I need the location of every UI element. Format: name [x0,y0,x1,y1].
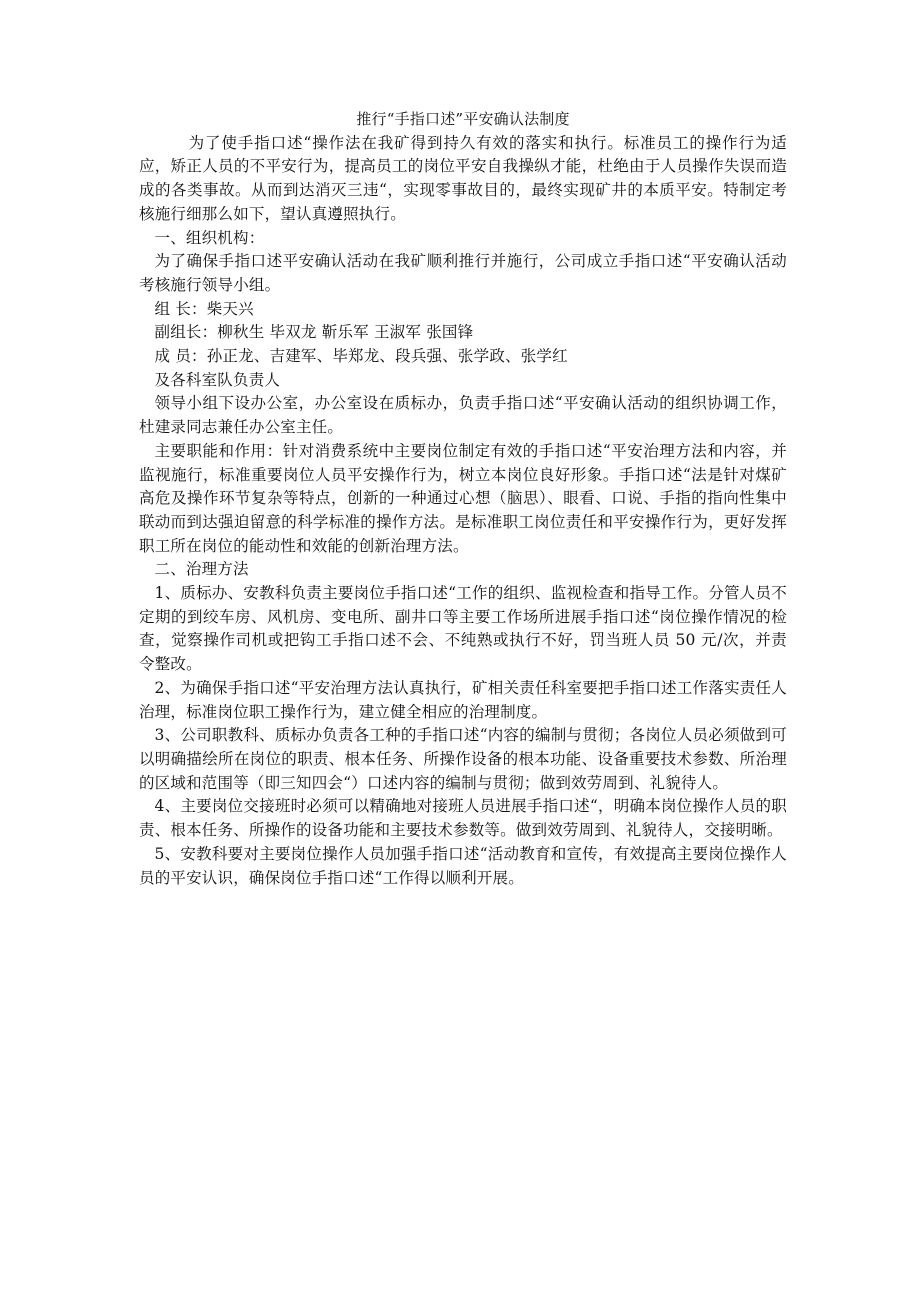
deputy-line: 副组长：柳秋生 毕双龙 靳乐军 王淑军 张国锋 [154,323,474,342]
members-extra-line: 及各科室队负责人 [154,370,281,389]
section-heading-organization: 一、组织机构： [154,228,265,247]
document-page [139,108,787,890]
method-item-1: 1、质标办、安教科负责主要岗位手指口述“工作的组织、监视检查和指导工作。分管人员不定期的到绞车房、风机房、变电所、副井口等主要工作场所进展手指口述“岗位操作情况的检查，觉察操作司机或把钩工手指口述不会、不纯熟或执行不好，罚当班人员 50 元/次，并责令整改。 [139,584,787,674]
document-title: 推行“手指口述”平安确认法制度 [356,110,570,128]
intro-paragraph: 为了使手指口述“操作法在我矿得到持久有效的落实和执行。标准员工的操作行为适应，矫正人员的不平安行为，提高员工的岗位平安自我操纵才能，杜绝由于人员操作失误而造成的各类事故。从而到达消灭三违“，实现零事故目的，最终实现矿井的本质平安。特制定考核施行细那么如下，望认真遵照执行。 [139,133,787,223]
method-item-3: 3、公司职教科、质标办负责各工种的手指口述“内容的编制与贯彻；各岗位人员必须做到可以明确描绘所在岗位的职责、根本任务、所操作设备的根本功能、设备重要技术参数、所治理的区域和范围等（即三知四会“）口述内容的编制与贯彻；做到效劳周到、礼貌待人。 [139,726,787,792]
duty-paragraph: 主要职能和作用：针对消费系统中主要岗位制定有效的手指口述“平安治理方法和内容，并监视施行，标准重要岗位人员平安操作行为，树立本岗位良好形象。手指口述“法是针对煤矿高危及操作环节复杂等特点，创新的一种通过心想（脑思）、眼看、口说、手指的指向性集中联动而到达强迫留意的科学标准的操作方法。是标准职工岗位责任和平安操作行为，更好发挥职工所在岗位的能动性和效能的创新治理方法。 [139,441,787,555]
section-heading-methods: 二、治理方法 [154,560,249,579]
organization-paragraph: 为了确保手指口述平安确认活动在我矿顺利推行并施行，公司成立手指口述“平安确认活动考核施行领导小组。 [139,252,787,294]
office-paragraph: 领导小组下设办公室，办公室设在质标办，负责手指口述“平安确认活动的组织协调工作，杜建录同志兼任办公室主任。 [139,394,787,437]
method-item-4: 4、主要岗位交接班时必须可以精确地对接班人员进展手指口述“，明确本岗位操作人员的职责、根本任务、所操作的设备功能和主要技术参数等。做到效劳周到、礼貌待人，交接明晰。 [139,797,787,840]
leader-line: 组 长：柴天兴 [154,299,254,318]
method-item-5: 5、安教科要对主要岗位操作人员加强手指口述“活动教育和宣传，有效提高主要岗位操作人员的平安认识，确保岗位手指口述“工作得以顺利开展。 [139,844,787,887]
method-item-2: 2、为确保手指口述“平安治理方法认真执行，矿相关责任科室要把手指口述工作落实责任人治理，标准岗位职工操作行为，建立健全相应的治理制度。 [139,678,787,721]
members-line: 成 员：孙正龙、吉建军、毕郑龙、段兵强、张学政、张学红 [154,347,568,366]
